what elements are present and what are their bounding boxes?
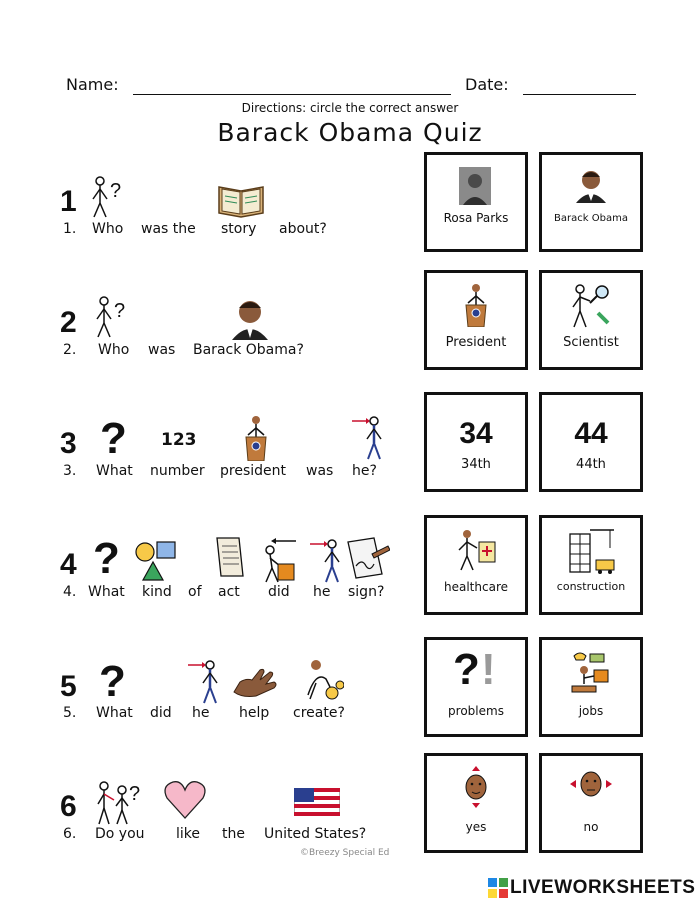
answer-label: Scientist [563,335,619,350]
question-4-word-2: kind [142,584,172,600]
question-6-word-3: the [222,826,245,842]
president-podium-icon [240,415,272,461]
obama-portrait-icon [230,296,270,340]
who-icon [90,175,128,223]
question-prefix-5: 5. [63,705,77,721]
yes-nod-icon [461,764,491,810]
answer-card-yes[interactable] [424,753,528,853]
act-scroll-icon [211,534,247,582]
answer-number: 44 [574,417,608,450]
help-hand-icon [232,668,280,700]
obama-portrait-icon [572,167,610,203]
answer-card-rosa-parks[interactable] [424,152,528,252]
question-2-word-3: Barack Obama? [193,342,304,358]
question-prefix-4: 4. [63,584,77,600]
question-1-word-3: story [221,221,257,237]
liveworksheets-logo-icon [488,878,508,898]
question-3-word-2: number [150,463,205,479]
name-label: Name: [66,75,119,94]
liveworksheets-brand: LIVEWORKSHEETS [510,877,696,898]
question-prefix-6: 6. [63,826,77,842]
answer-label: construction [556,580,626,593]
answer-card-barack-obama[interactable] [539,152,643,252]
directions-text: Directions: circle the correct answer [241,101,459,115]
question-5-word-4: help [239,705,270,721]
question-5-word-2: did [150,705,172,721]
question-6-word-2: like [176,826,201,842]
create-icon [300,659,344,703]
question-1-word-2: was the [141,221,196,237]
no-shake-icon [568,768,614,800]
answer-card-jobs[interactable] [539,637,643,737]
answer-card-no[interactable] [539,753,643,853]
answer-card-construction[interactable] [539,515,643,615]
question-number-2: 2 [60,306,77,339]
date-line[interactable] [523,94,636,95]
answer-card-president[interactable] [424,270,528,370]
question-number-5: 5 [60,670,77,703]
question-3-word-1: What [96,463,133,479]
kind-shapes-icon [133,538,183,584]
question-number-6: 6 [60,790,77,823]
president-podium-icon [460,283,492,327]
answer-label: yes [465,820,487,834]
question-number-1: 1 [60,185,77,218]
he-pointing-icon [350,415,384,461]
answer-label: Rosa Parks [443,211,509,225]
question-1-word-4: about? [279,221,327,237]
question-prefix-3: 3. [63,463,77,479]
question-2-word-2: was [148,342,176,358]
question-4-word-5: did [268,584,290,600]
exclamation-icon: ! [481,645,496,694]
question-prefix-1: 1. [63,221,77,237]
question-6-word-1: Do you [95,826,145,842]
jobs-icon [568,648,614,694]
question-number-3: 3 [60,427,77,460]
answer-number: 34 [459,417,493,450]
answer-card-healthcare[interactable] [424,515,528,615]
answer-label: jobs [578,704,604,718]
question-4-word-3: of [188,584,202,600]
question-mark-icon: ? [453,645,480,694]
question-3-word-3: president [220,463,286,479]
answer-label: 34th [461,457,491,472]
question-5-word-1: What [96,705,133,721]
question-3-word-4: was [306,463,334,479]
answer-label: 44th [576,457,606,472]
question-number-4: 4 [60,548,77,581]
question-mark-icon: ? [100,414,127,463]
page-title: Barack Obama Quiz [217,118,483,147]
date-label: Date: [465,75,509,94]
he-pointing-icon [308,538,342,584]
question-2-word-1: Who [98,342,130,358]
healthcare-icon [455,528,499,572]
svg-text:?: ? [129,783,141,805]
did-action-icon [260,536,300,584]
sign-document-icon [344,536,390,582]
answer-label: problems [448,704,504,718]
credit-text: ©Breezy Special Ed [300,848,390,858]
answer-label: Barack Obama [554,213,628,224]
svg-text:?: ? [110,180,122,202]
who-icon [94,295,132,343]
question-3-word-5: he? [352,463,377,479]
question-4-word-6: he [313,584,331,600]
question-6-word-4: United States? [264,826,367,842]
question-4-word-4: act [218,584,240,600]
question-1-word-1: Who [92,221,124,237]
story-book-icon [217,181,265,219]
question-4-word-7: sign? [348,584,385,600]
construction-icon [566,526,618,574]
answer-card-scientist[interactable] [539,270,643,370]
question-mark-icon: ? [99,657,126,706]
you-icon [96,780,146,826]
he-pointing-icon [186,659,220,705]
answer-label: President [445,335,507,350]
svg-text:?: ? [114,300,126,322]
rosa-parks-photo-icon [459,167,491,205]
answer-card-problems[interactable] [424,637,528,737]
question-mark-icon: ? [93,534,120,583]
name-line[interactable] [133,94,451,95]
question-4-word-1: What [88,584,125,600]
number-symbol: 123 [161,430,197,450]
scientist-icon [568,283,614,329]
us-flag-icon [294,788,340,816]
question-prefix-2: 2. [63,342,77,358]
answer-label: healthcare [444,580,508,594]
heart-icon [163,778,207,820]
question-5-word-3: he [192,705,210,721]
answer-card-34th[interactable] [424,392,528,492]
answer-label: no [583,820,599,834]
answer-card-44th[interactable] [539,392,643,492]
question-5-word-5: create? [293,705,345,721]
